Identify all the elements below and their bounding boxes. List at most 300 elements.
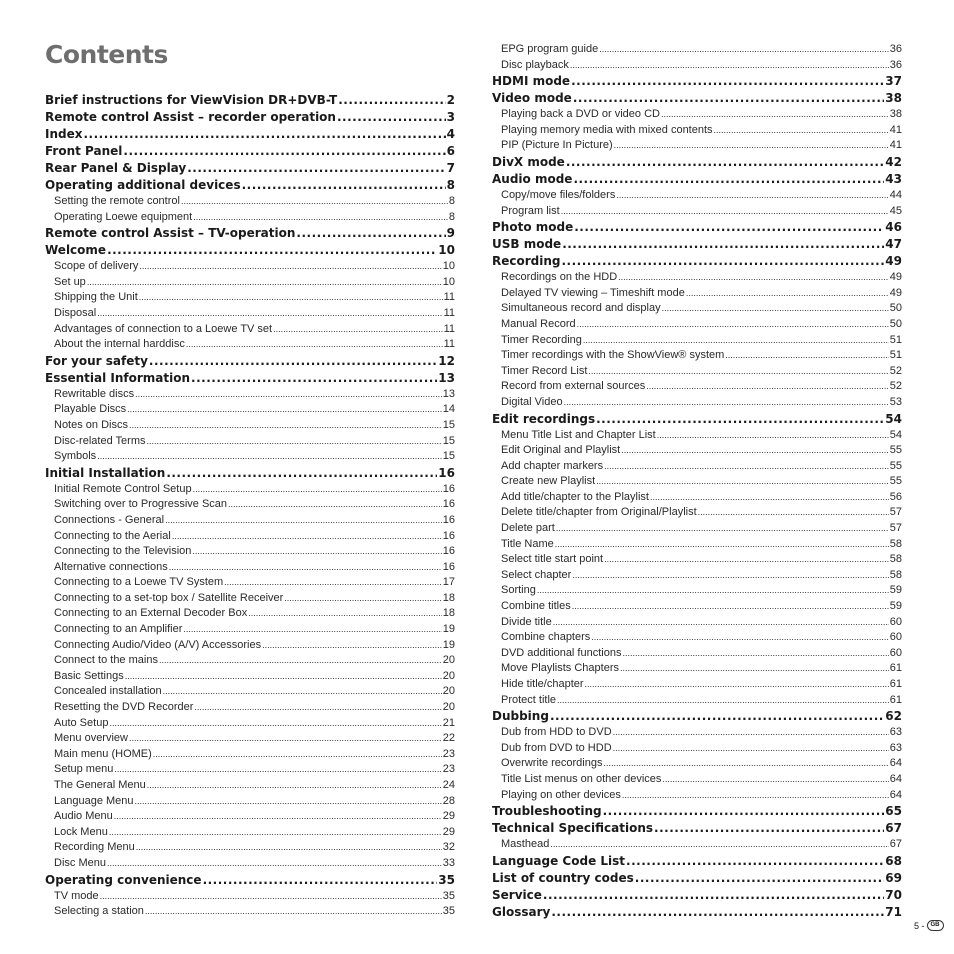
toc-subsection-entry[interactable] xyxy=(45,418,455,434)
toc-subsection-entry[interactable] xyxy=(45,560,455,576)
toc-section-entry[interactable] xyxy=(45,92,455,109)
toc-entry-title: Technical Specifications xyxy=(492,821,654,836)
dot-leader xyxy=(561,204,889,220)
dot-leader xyxy=(191,370,437,387)
toc-subsection-entry[interactable] xyxy=(492,599,902,615)
toc-subsection-entry[interactable] xyxy=(492,443,902,459)
dot-leader xyxy=(562,236,884,253)
toc-subsection-entry[interactable] xyxy=(492,788,902,804)
toc-page-number: 19 xyxy=(442,638,455,651)
toc-page-number: 41 xyxy=(889,139,902,152)
dot-leader xyxy=(228,497,442,513)
dot-leader xyxy=(571,73,884,90)
toc-entry-title: Setting the remote control xyxy=(54,195,180,207)
toc-page-number: 11 xyxy=(443,322,455,335)
toc-entry-title: Disc Menu xyxy=(54,856,106,869)
toc-page-number: 35 xyxy=(442,889,455,902)
toc-page-number: 16 xyxy=(442,498,455,511)
toc-section-entry[interactable] xyxy=(45,143,455,160)
toc-subsection-entry[interactable] xyxy=(492,693,902,709)
toc-entry-title: Dub from HDD to DVD xyxy=(501,726,612,739)
toc-entry-title: DVD additional functions xyxy=(501,646,622,659)
toc-entry-title: List of country codes xyxy=(492,870,634,885)
toc-page-number: 58 xyxy=(889,568,902,581)
toc-subsection-entry[interactable] xyxy=(492,552,902,568)
toc-subsection-entry[interactable] xyxy=(492,630,902,646)
dot-leader xyxy=(193,482,442,498)
toc-section-entry[interactable] xyxy=(45,465,455,482)
toc-page-number: 67 xyxy=(889,838,902,851)
toc-page-number: 20 xyxy=(442,685,455,698)
toc-section-entry[interactable] xyxy=(45,177,455,194)
dot-leader xyxy=(127,402,442,418)
toc-page-number: 16 xyxy=(438,465,455,480)
dot-leader xyxy=(129,418,442,434)
dot-leader xyxy=(139,259,441,275)
toc-entry-title: Record from external sources xyxy=(501,380,646,393)
toc-subsection-entry[interactable] xyxy=(45,747,455,763)
dot-leader xyxy=(537,583,889,599)
dot-leader xyxy=(583,333,889,349)
toc-page-number: 11 xyxy=(443,291,455,304)
toc-entry-title: Operating convenience xyxy=(45,872,202,887)
toc-entry-title: Service xyxy=(492,887,542,902)
toc-page-number: 57 xyxy=(889,506,902,519)
toc-entry-title: Add title/chapter to the Playlist xyxy=(501,490,649,503)
dot-leader xyxy=(570,58,889,74)
toc-subsection-entry[interactable] xyxy=(45,210,455,226)
toc-page-number: 60 xyxy=(889,646,902,659)
toc-entry-title: Combine titles xyxy=(501,600,571,613)
toc-page-number: 4 xyxy=(446,127,455,141)
toc-entry-title: Digital Video xyxy=(501,395,563,408)
toc-subsection-entry[interactable] xyxy=(45,529,455,545)
dot-leader xyxy=(100,889,442,905)
toc-section-entry[interactable] xyxy=(492,708,902,725)
toc-section-entry[interactable] xyxy=(45,109,455,126)
toc-subsection-entry[interactable] xyxy=(45,513,455,529)
toc-entry-title: Select title start point xyxy=(501,553,604,566)
toc-entry-title: Notes on Discs xyxy=(54,418,128,431)
toc-page-number: 38 xyxy=(889,108,902,121)
toc-page-number: 9 xyxy=(446,226,455,241)
toc-subsection-entry[interactable] xyxy=(45,591,455,607)
toc-entry-title: Delete title/chapter from Original/Playlist xyxy=(501,506,697,519)
toc-subsection-entry[interactable] xyxy=(45,825,455,841)
toc-page-number: 54 xyxy=(885,411,902,426)
toc-subsection-entry[interactable] xyxy=(45,653,455,669)
toc-entry-title: Edit Original and Playlist xyxy=(501,444,621,457)
toc-subsection-entry[interactable] xyxy=(492,615,902,631)
dot-leader xyxy=(657,428,889,444)
toc-page-number: 35 xyxy=(442,905,455,918)
toc-entry-title: Program list xyxy=(501,204,560,217)
toc-entry-title: Language Code List xyxy=(492,853,626,868)
toc-entry-title: Switching over to Progressive Scan xyxy=(54,498,228,511)
toc-subsection-entry[interactable] xyxy=(492,348,902,364)
toc-subsection-entry[interactable] xyxy=(492,188,902,204)
toc-page-number: 3 xyxy=(446,110,455,124)
dot-leader xyxy=(147,434,442,450)
toc-section-entry[interactable] xyxy=(45,242,455,259)
toc-subsection-entry[interactable] xyxy=(492,317,902,333)
dot-leader xyxy=(614,138,889,154)
toc-subsection-entry[interactable] xyxy=(492,474,902,490)
dot-leader xyxy=(135,794,442,810)
dot-leader xyxy=(603,803,885,820)
toc-entry-title: Auto Setup xyxy=(54,716,109,729)
dot-leader xyxy=(572,599,889,615)
toc-subsection-entry[interactable] xyxy=(492,459,902,475)
toc-page-number: 38 xyxy=(885,91,902,106)
toc-section-entry[interactable] xyxy=(492,853,902,870)
toc-page-number: 60 xyxy=(889,631,902,644)
toc-entry-title: Playable Discs xyxy=(54,403,127,416)
toc-entry-title: Connect to the mains xyxy=(54,654,158,667)
toc-section-entry[interactable] xyxy=(492,904,902,921)
dot-leader xyxy=(338,92,445,109)
toc-subsection-entry[interactable] xyxy=(492,286,902,302)
toc-subsection-entry[interactable] xyxy=(492,677,902,693)
toc-subsection-entry[interactable] xyxy=(45,889,455,905)
toc-section-entry[interactable] xyxy=(45,370,455,387)
toc-section-entry[interactable] xyxy=(45,225,455,242)
toc-entry-title: Simultaneous record and display xyxy=(501,302,661,315)
toc-page-number: 29 xyxy=(442,825,455,838)
toc-page-number: 20 xyxy=(442,669,455,682)
dot-leader xyxy=(591,630,888,646)
toc-section-entry[interactable] xyxy=(492,803,902,820)
toc-subsection-entry[interactable] xyxy=(492,395,902,411)
dot-leader xyxy=(555,537,889,553)
toc-subsection-entry[interactable] xyxy=(45,194,455,210)
toc-subsection-entry[interactable] xyxy=(45,856,455,872)
toc-subsection-entry[interactable] xyxy=(45,497,455,513)
dot-leader xyxy=(620,661,889,677)
toc-page-number: 14 xyxy=(442,403,455,416)
toc-entry-title: Recording Menu xyxy=(54,841,135,854)
toc-section-entry[interactable] xyxy=(45,126,455,143)
toc-subsection-entry[interactable] xyxy=(492,138,902,154)
toc-subsection-entry[interactable] xyxy=(45,606,455,622)
toc-subsection-entry[interactable] xyxy=(45,259,455,275)
toc-page-number: 47 xyxy=(885,237,902,252)
toc-subsection-entry[interactable] xyxy=(492,428,902,444)
toc-section-entry[interactable] xyxy=(492,253,902,270)
toc-page-number: 45 xyxy=(889,204,902,217)
toc-entry-title: Playing memory media with mixed contents xyxy=(501,123,713,136)
dot-leader xyxy=(556,521,889,537)
toc-section-entry[interactable] xyxy=(45,353,455,370)
toc-section-entry[interactable] xyxy=(492,171,902,188)
toc-page-number: 61 xyxy=(889,693,902,706)
dot-leader xyxy=(337,109,446,126)
toc-page-number: 8 xyxy=(448,210,455,223)
toc-page-number: 24 xyxy=(442,779,455,791)
toc-subsection-entry[interactable] xyxy=(45,434,455,450)
dot-leader xyxy=(553,615,889,631)
dot-leader xyxy=(169,560,442,576)
dot-leader xyxy=(135,387,442,403)
dot-leader xyxy=(621,443,889,459)
toc-entry-title: Connecting to the Aerial xyxy=(54,529,171,542)
toc-entry-title: Dub from DVD to HDD xyxy=(501,741,612,754)
dot-leader xyxy=(543,887,884,904)
toc-entry-title: Menu overview xyxy=(54,732,128,745)
toc-subsection-entry[interactable] xyxy=(492,204,902,220)
dot-leader xyxy=(662,301,889,317)
toc-page-number: 32 xyxy=(442,841,455,854)
toc-page-number: 21 xyxy=(442,716,455,729)
toc-page-number: 13 xyxy=(442,387,455,400)
dot-leader xyxy=(714,123,889,139)
dot-leader xyxy=(166,465,437,482)
toc-entry-title: Title List menus on other devices xyxy=(501,772,662,785)
dot-leader xyxy=(616,188,888,204)
toc-section-entry[interactable] xyxy=(492,154,902,171)
toc-page-number: 61 xyxy=(889,678,902,690)
toc-page-number: 13 xyxy=(438,370,455,385)
toc-subsection-entry[interactable] xyxy=(492,646,902,662)
toc-subsection-entry[interactable] xyxy=(492,756,902,772)
toc-section-entry[interactable] xyxy=(492,236,902,253)
toc-page-number: 36 xyxy=(889,43,902,55)
toc-page-number: 6 xyxy=(446,144,455,158)
toc-subsection-entry[interactable] xyxy=(492,364,902,380)
toc-section-entry[interactable] xyxy=(45,872,455,889)
toc-page-number: 61 xyxy=(889,662,902,675)
toc-subsection-entry[interactable] xyxy=(492,123,902,139)
dot-leader xyxy=(145,904,442,920)
toc-subsection-entry[interactable] xyxy=(45,575,455,591)
toc-entry-title: Connections - General xyxy=(54,513,165,526)
toc-subsection-entry[interactable] xyxy=(45,762,455,778)
toc-subsection-entry[interactable] xyxy=(492,537,902,553)
toc-entry-title: TV mode xyxy=(54,889,99,902)
dot-leader xyxy=(97,306,442,322)
toc-subsection-entry[interactable] xyxy=(45,275,455,291)
toc-section-entry[interactable] xyxy=(492,219,902,236)
toc-page-number: 15 xyxy=(442,434,455,447)
toc-entry-title: Copy/move files/folders xyxy=(501,188,616,201)
toc-entry-title: Photo mode xyxy=(492,220,574,235)
dot-leader xyxy=(153,747,442,763)
toc-subsection-entry[interactable] xyxy=(45,716,455,732)
toc-entry-title: Move Playlists Chapters xyxy=(501,662,619,675)
toc-entry-title: Troubleshooting xyxy=(492,804,602,819)
page-footer xyxy=(914,920,944,931)
toc-subsection-entry[interactable] xyxy=(492,58,902,74)
toc-page-number: 23 xyxy=(442,747,455,760)
dot-leader xyxy=(193,210,448,226)
toc-subsection-entry[interactable] xyxy=(492,772,902,788)
toc-subsection-entry[interactable] xyxy=(492,42,902,58)
toc-page-number: 59 xyxy=(889,600,902,613)
dot-leader xyxy=(574,219,884,236)
toc-page-number: 63 xyxy=(889,726,902,739)
toc-entry-title: Language Menu xyxy=(54,794,134,807)
toc-subsection-entry[interactable] xyxy=(45,778,455,794)
dot-leader xyxy=(661,107,889,123)
toc-subsection-entry[interactable] xyxy=(492,521,902,537)
toc-page-number: 63 xyxy=(889,741,902,754)
toc-entry-title: Edit recordings xyxy=(492,411,596,426)
toc-entry-title: Operating Loewe equipment xyxy=(54,210,193,223)
toc-subsection-entry[interactable] xyxy=(492,107,902,123)
gb-language-badge: GB xyxy=(927,920,944,931)
toc-subsection-entry[interactable] xyxy=(45,402,455,418)
toc-subsection-entry[interactable] xyxy=(45,840,455,856)
toc-subsection-entry[interactable] xyxy=(45,306,455,322)
toc-page-number: 15 xyxy=(442,418,455,431)
toc-page-number: 70 xyxy=(885,887,902,902)
toc-subsection-entry[interactable] xyxy=(492,568,902,584)
dot-leader xyxy=(165,513,442,529)
toc-subsection-entry[interactable] xyxy=(492,301,902,317)
toc-section-entry[interactable] xyxy=(492,73,902,90)
dot-leader xyxy=(123,143,445,160)
toc-page-number: 33 xyxy=(442,856,455,869)
dot-leader xyxy=(296,225,445,242)
toc-page-number: 67 xyxy=(885,821,902,836)
dot-leader xyxy=(114,762,441,778)
toc-subsection-entry[interactable] xyxy=(492,661,902,677)
toc-page-number: 58 xyxy=(889,553,902,566)
toc-subsection-entry[interactable] xyxy=(492,333,902,349)
toc-page-number: 41 xyxy=(889,123,902,136)
toc-subsection-entry[interactable] xyxy=(45,449,455,465)
toc-page-number: 50 xyxy=(889,302,902,315)
toc-subsection-entry[interactable] xyxy=(45,669,455,685)
toc-subsection-entry[interactable] xyxy=(45,622,455,638)
toc-page-number: 58 xyxy=(889,537,902,550)
toc-section-entry[interactable] xyxy=(492,820,902,837)
toc-page-number: 8 xyxy=(446,178,455,192)
toc-entry-title: Divide title xyxy=(501,615,552,628)
dot-leader xyxy=(248,606,442,622)
toc-entry-title: EPG program guide xyxy=(501,43,599,55)
page-title: Contents xyxy=(45,40,168,69)
toc-subsection-entry[interactable] xyxy=(492,490,902,506)
toc-page-number: 64 xyxy=(889,772,902,785)
toc-subsection-entry[interactable] xyxy=(492,741,902,757)
toc-entry-title: USB mode xyxy=(492,237,562,252)
dot-leader xyxy=(273,322,442,338)
toc-entry-title: Basic Settings xyxy=(54,669,124,682)
toc-entry-title: Shipping the Unit xyxy=(54,291,138,304)
toc-left-column xyxy=(45,92,455,920)
toc-entry-title: Video mode xyxy=(492,91,572,106)
toc-subsection-entry[interactable] xyxy=(45,387,455,403)
toc-page-number: 12 xyxy=(438,353,455,368)
toc-subsection-entry[interactable] xyxy=(45,337,455,353)
toc-section-entry[interactable] xyxy=(492,90,902,107)
toc-page-number: 37 xyxy=(885,74,902,89)
toc-subsection-entry[interactable] xyxy=(492,837,902,853)
page-number: 5 - xyxy=(914,920,925,931)
dot-leader xyxy=(635,870,885,887)
toc-page-number: 49 xyxy=(889,286,902,299)
toc-page-number: 20 xyxy=(442,701,455,714)
toc-page-number: 71 xyxy=(885,904,902,919)
toc-page-number: 36 xyxy=(889,58,902,71)
toc-subsection-entry[interactable] xyxy=(45,322,455,338)
toc-subsection-entry[interactable] xyxy=(45,482,455,498)
toc-subsection-entry[interactable] xyxy=(45,290,455,306)
toc-page-number: 16 xyxy=(442,529,455,542)
toc-entry-title: Connecting to an Amplifier xyxy=(54,623,183,636)
toc-page-number: 54 xyxy=(889,428,902,441)
toc-page-number: 69 xyxy=(885,870,902,885)
toc-entry-title: Setup menu xyxy=(54,763,114,776)
dot-leader xyxy=(181,194,448,210)
toc-page-number: 55 xyxy=(889,459,902,472)
dot-leader xyxy=(603,756,888,772)
toc-subsection-entry[interactable] xyxy=(492,505,902,521)
dot-leader xyxy=(136,840,442,856)
toc-section-entry[interactable] xyxy=(45,160,455,177)
toc-entry-title: Symbols xyxy=(54,450,97,463)
toc-section-entry[interactable] xyxy=(492,887,902,904)
toc-subsection-entry[interactable] xyxy=(45,684,455,700)
dot-leader xyxy=(564,395,889,411)
toc-subsection-entry[interactable] xyxy=(492,379,902,395)
toc-entry-title: The General Menu xyxy=(54,779,146,791)
dot-leader xyxy=(604,459,889,475)
dot-leader xyxy=(588,364,888,380)
toc-page-number: 22 xyxy=(442,732,455,745)
dot-leader xyxy=(596,474,889,490)
toc-entry-title: Main menu (HOME) xyxy=(54,747,152,760)
toc-entry-title: DivX mode xyxy=(492,154,565,169)
toc-subsection-entry[interactable] xyxy=(45,544,455,560)
toc-page-number: 16 xyxy=(442,560,455,573)
toc-subsection-entry[interactable] xyxy=(492,583,902,599)
dot-leader xyxy=(192,544,441,560)
toc-section-entry[interactable] xyxy=(492,411,902,428)
toc-entry-title: For your safety xyxy=(45,353,148,368)
toc-entry-title: Index xyxy=(45,127,83,141)
toc-entry-title: Advantages of connection to a Loewe TV set xyxy=(54,322,273,335)
toc-subsection-entry[interactable] xyxy=(45,700,455,716)
toc-entry-title: Masthead xyxy=(501,838,550,851)
toc-entry-title: About the internal harddisc xyxy=(54,338,185,351)
toc-page-number: 59 xyxy=(889,584,902,597)
toc-subsection-entry[interactable] xyxy=(45,731,455,747)
toc-page-number: 64 xyxy=(889,757,902,770)
toc-subsection-entry[interactable] xyxy=(492,725,902,741)
toc-subsection-entry[interactable] xyxy=(492,270,902,286)
toc-page-number: 28 xyxy=(442,794,455,807)
dot-leader xyxy=(284,591,441,607)
toc-entry-title: Alternative connections xyxy=(54,560,168,573)
toc-subsection-entry[interactable] xyxy=(45,904,455,920)
toc-entry-title: Manual Record xyxy=(501,317,576,330)
dot-leader xyxy=(618,270,889,286)
dot-leader xyxy=(725,348,888,364)
toc-page-number: 51 xyxy=(889,349,902,362)
dot-leader xyxy=(109,716,441,732)
toc-subsection-entry[interactable] xyxy=(45,794,455,810)
toc-page-number: 23 xyxy=(442,763,455,776)
toc-subsection-entry[interactable] xyxy=(45,809,455,825)
toc-entry-title: Glossary xyxy=(492,904,551,919)
toc-section-entry[interactable] xyxy=(492,870,902,887)
toc-page-number: 52 xyxy=(889,380,902,393)
toc-entry-title: Recording xyxy=(492,254,561,269)
toc-subsection-entry[interactable] xyxy=(45,638,455,654)
dot-leader xyxy=(147,778,442,794)
